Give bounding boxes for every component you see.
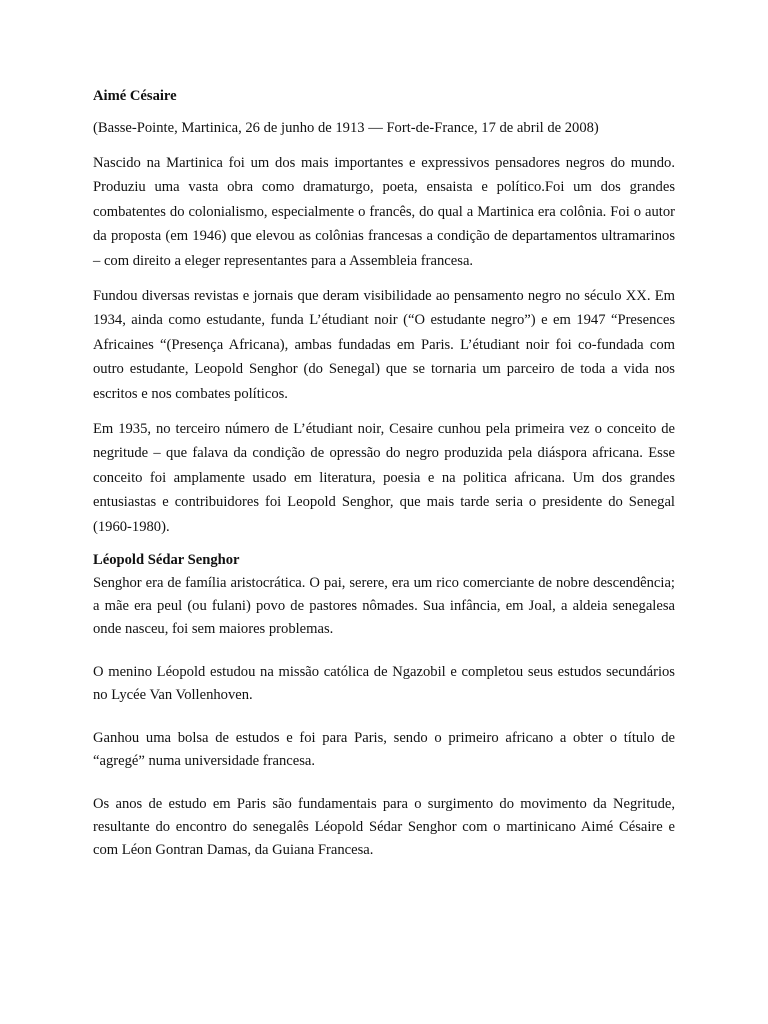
paragraph-6: Ganhou uma bolsa de estudos e foi para Paris, sendo o primeiro africano a obter o título de “agregé” numa universidade francesa. xyxy=(93,729,675,769)
heading-senghor: Léopold Sédar Senghor xyxy=(93,551,240,568)
paragraph-5: O menino Léopold estudou na missão católica de Ngazobil e completou seus estudos secundários no Lycée Van Vollenhoven. xyxy=(93,663,675,703)
paragraph-2: Fundou diversas revistas e jornais que deram visibilidade ao pensamento negro no século XX. Em 1934, ainda como estudante, funda L’étudiant noir (“O estudante negro”) e em 1947 “Presences Africaines “(Presença Africana), ambas fundadas em Paris. L’étudiant noir foi co-fundada com outro estudante, Leopold Senghor (do Senegal) que se tornaria um parceiro de toda a vida nos escritos e nos combates políticos. xyxy=(93,287,675,402)
document-page xyxy=(93,84,675,862)
heading-aime-cesaire: Aimé Césaire xyxy=(93,88,177,104)
subtitle-dates: (Basse-Pointe, Martinica, 26 de junho de 1913 — Fort-de-France, 17 de abril de 2008) xyxy=(93,120,599,136)
paragraph-1: Nascido na Martinica foi um dos mais importantes e expressivos pensadores negros do mundo. Produziu uma vasta obra como dramaturgo, poeta, ensaista e político.Foi um dos grandes combatentes do colonialismo, especialmente o francês, do qual a Martinica era colônia. Foi o autor da proposta (em 1946) que elevou as colônias francesas a condição de departamentos ultramarinos – com direito a eleger representantes para a Assembleia francesa. xyxy=(93,154,675,269)
paragraph-3: Em 1935, no terceiro número de L’étudiant noir, Cesaire cunhou pela primeira vez o conceito de negritude – que falava da condição de opressão do negro produzida pela diáspora africana. Esse conceito foi amplamente usado em literatura, poesia e na politica africana. Um dos grandes entusiastas e contribuidores foi Leopold Senghor, que mais tarde seria o presidente do Senegal (1960-1980). xyxy=(93,420,675,535)
paragraph-4: Senghor era de família aristocrática. O pai, serere, era um rico comerciante de nobre descendência; a mãe era peul (ou fulani) povo de pastores nômades. Sua infância, em Joal, a aldeia senegalesa onde nasceu, foi sem maiores problemas. xyxy=(93,574,675,637)
paragraph-7: Os anos de estudo em Paris são fundamentais para o surgimento do movimento da Negritude, resultante do encontro do senegalês Léopold Sédar Senghor com o martinicano Aimé Césaire e com Léon Gontran Damas, da Guiana Francesa. xyxy=(93,795,675,858)
